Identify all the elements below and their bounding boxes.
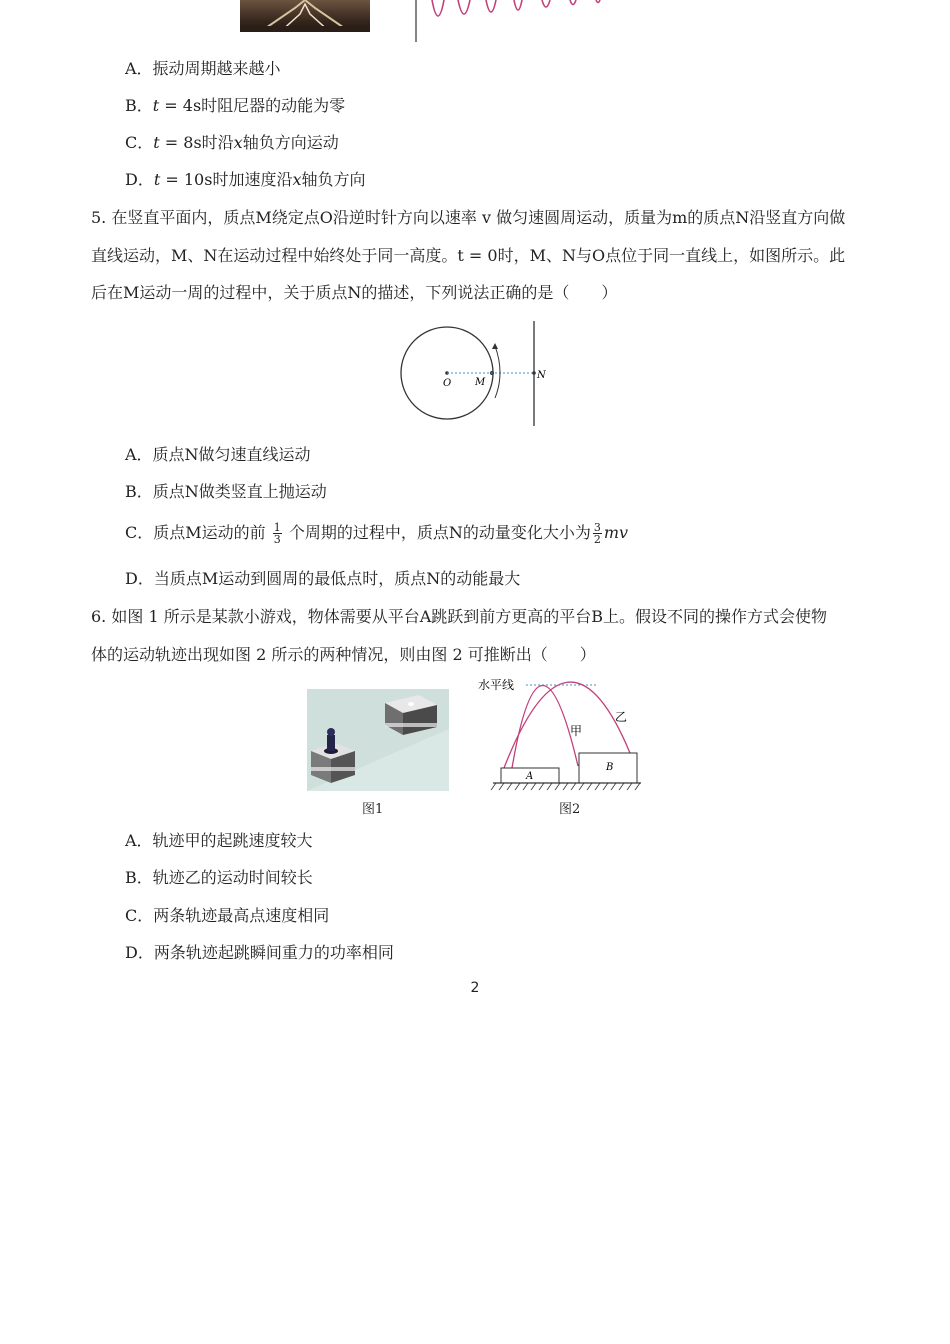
label-yi: 乙 xyxy=(615,710,628,724)
q5-circle-figure xyxy=(395,318,555,430)
option-letter: C． xyxy=(125,133,154,152)
label-a: A xyxy=(526,771,534,782)
q5-option-a: A．质点N做匀速直线运动 xyxy=(125,445,311,464)
q6-figure-1 xyxy=(307,689,449,791)
option-text: C．质点M运动的前 xyxy=(125,523,266,542)
q4-option-b xyxy=(125,95,345,117)
q6-option-b: B．轨迹乙的运动时间较长 xyxy=(125,868,313,887)
fig1-caption: 图1 xyxy=(362,802,384,817)
option-letter: D． xyxy=(125,170,154,189)
option-text: 轴负方向运动 xyxy=(242,133,339,152)
q6-option-a: A．轨迹甲的起跳速度较大 xyxy=(125,831,313,850)
label-o: O xyxy=(443,378,452,389)
option-text: 时沿 xyxy=(201,133,234,152)
damped-wave-curve xyxy=(432,0,600,16)
math-x: x xyxy=(292,170,302,189)
q5-option-b: B．质点N做类竖直上抛运动 xyxy=(125,482,327,501)
option-letter: B． xyxy=(125,96,153,115)
option-text: 轴负方向 xyxy=(301,170,366,189)
math-mv: mv xyxy=(603,523,629,542)
horizontal-line-label: 水平线 xyxy=(478,678,515,692)
photo-damper-figure xyxy=(240,0,370,32)
math-t: t xyxy=(152,96,160,115)
q5-stem-line3: 后在M运动一周的过程中，关于质点N的描述，下列说法正确的是（ ） xyxy=(91,283,618,302)
math-eq: = 10s xyxy=(160,170,213,189)
waveform-figure xyxy=(410,0,610,45)
point-n xyxy=(532,371,536,375)
q5-stem-line2: 直线运动，M、N在运动过程中始终处于同一高度。t = 0时，M、N与O点位于同一直线上，如图所示。此 xyxy=(91,246,846,265)
q6-figure-2 xyxy=(478,676,648,796)
option-text: 时加速度沿 xyxy=(212,170,293,189)
rotation-arrow xyxy=(495,346,500,398)
fraction-one-third: $\frac{1}{3}$ xyxy=(273,521,281,546)
q5-stem-line1: 5. 在竖直平面内，质点M绕定点O沿逆时针方向以速率 v 做匀速圆周运动，质量为m的质点N沿竖直方向做 xyxy=(91,208,846,227)
math-eq: = 8s xyxy=(159,133,202,152)
option-text: 个周期的过程中，质点N的动量变化大小为 xyxy=(288,523,591,542)
q6-stem-line2: 体的运动轨迹出现如图 2 所示的两种情况，则由图 2 可推断出（ ） xyxy=(91,645,596,664)
label-jia: 甲 xyxy=(570,724,583,738)
q6-stem-line1: 6. 如图 1 所示是某款小游戏，物体需要从平台A跳跃到前方更高的平台B上。假设不同的操作方式会使物 xyxy=(91,607,828,626)
q6-option-d: D．两条轨迹起跳瞬间重力的功率相同 xyxy=(125,943,394,962)
q4-option-d xyxy=(125,169,366,191)
math-t: t xyxy=(153,133,160,152)
fig2-caption: 图2 xyxy=(559,802,581,817)
q4-option-a: A．振动周期越来越小 xyxy=(125,59,281,78)
trajectory-jia xyxy=(512,685,578,768)
math-eq: = 4s xyxy=(159,96,202,115)
option-text: 时阻尼器的动能为零 xyxy=(201,96,346,115)
math-x: x xyxy=(233,133,243,152)
q6-option-c: C．两条轨迹最高点速度相同 xyxy=(125,906,330,925)
page-number: 2 xyxy=(470,980,480,996)
math-t: t xyxy=(153,170,161,189)
label-n: N xyxy=(537,370,546,381)
q5-option-c xyxy=(125,522,628,545)
label-m: M xyxy=(475,377,486,388)
q4-option-c xyxy=(125,132,339,154)
fraction-three-halves: $\frac{3}{2}$ xyxy=(593,521,601,546)
label-b: B xyxy=(606,762,614,773)
q5-option-d: D．当质点M运动到圆周的最低点时，质点N的动能最大 xyxy=(125,569,521,588)
